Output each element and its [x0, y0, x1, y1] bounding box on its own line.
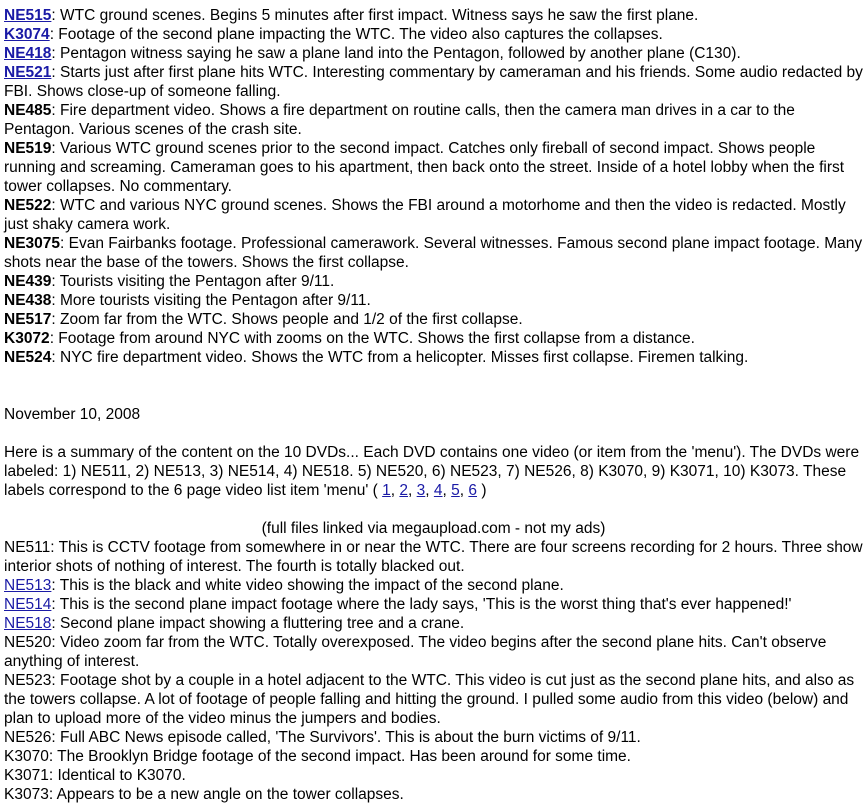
video-id: NE485: [4, 102, 52, 119]
page-link[interactable]: 5: [451, 482, 460, 499]
list-item: [4, 63, 863, 101]
spacer: [4, 367, 863, 405]
post-date: November 10, 2008: [4, 406, 141, 423]
video-description: : Footage shot by a couple in a hotel adjacent to the WTC. This video is cut just as the second plane hits, and also as the towers collapse. A lot of footage of people falling and hitting the ground. I pulled some audio from this video (below) and plan to upload more of the video minus the jumpers and bodies.: [4, 672, 855, 727]
list-item: [4, 234, 863, 272]
video-id: K3073: [4, 786, 49, 803]
video-description: : Full ABC News episode called, 'The Survivors'. This is about the burn victims of 9/11.: [51, 729, 641, 746]
summary-close: ): [481, 482, 487, 499]
video-link[interactable]: NE513: [4, 577, 52, 594]
list-item: [4, 728, 863, 747]
video-id: NE523: [4, 672, 52, 689]
video-id: NE3075: [4, 235, 61, 252]
video-id: NE520: [4, 634, 52, 651]
hosting-note: (full files linked via megaupload.com - not my ads): [261, 520, 606, 537]
list-item: [4, 671, 863, 728]
list-item: [4, 614, 863, 633]
video-description: : Various WTC ground scenes prior to the second impact. Catches only fireball of second impact. Shows people running and screaming. Cameraman goes to his apartment, then back onto the street. Inside of a hotel lobby when the first tower collapses. No commentary.: [4, 140, 845, 195]
page-link[interactable]: 4: [433, 482, 443, 499]
spacer: [4, 500, 863, 519]
list-item: [4, 196, 863, 234]
video-description: : NYC fire department video. Shows the WTC from a helicopter. Misses first collapse. Firemen talking.: [51, 349, 749, 366]
page-link[interactable]: 3: [416, 482, 426, 499]
summary-text: Here is a summary of the content on the 10 DVDs... Each DVD contains one video (or item from the 'menu'). The DVDs were labeled: 1) NE511, 2) NE513, 3) NE514, 4) NE518. 5) NE520, 6) NE523, 7) NE526, 8) K3070, 9) K3071, 10) K3073. These labels correspond to the 6 page video list item 'menu' (: [4, 444, 860, 499]
video-link[interactable]: NE514: [4, 596, 52, 613]
video-description: : Zoom far from the WTC. Shows people and 1/2 of the first collapse.: [51, 311, 523, 328]
video-description: : More tourists visiting the Pentagon after 9/11.: [51, 292, 371, 309]
video-list-primary: [4, 6, 863, 367]
video-link[interactable]: NE521: [4, 64, 52, 81]
video-description: : Second plane impact showing a fluttering tree and a crane.: [51, 615, 465, 632]
list-item: [4, 25, 863, 44]
list-item: [4, 310, 863, 329]
video-link[interactable]: NE418: [4, 45, 52, 62]
video-link[interactable]: K3074: [4, 26, 50, 43]
video-id: K3070: [4, 748, 49, 765]
video-id: NE511: [4, 539, 51, 556]
video-description: : Tourists visiting the Pentagon after 9/11.: [51, 273, 335, 290]
video-description: : Footage of the second plane impacting the WTC. The video also captures the collapses.: [49, 26, 663, 43]
list-item: [4, 44, 863, 63]
video-description: : This is CCTV footage from somewhere in or near the WTC. There are four screens recording for 2 hours. Three show interior shots of nothing of interest. The fourth is totally blacked out.: [4, 539, 863, 575]
video-description: : This is the second plane impact footage where the lady says, 'This is the worst thing that's ever happened!': [51, 596, 792, 613]
summary-paragraph: [4, 443, 863, 500]
list-item: [4, 633, 863, 671]
list-item: [4, 291, 863, 310]
list-item: [4, 766, 863, 785]
video-description: : WTC and various NYC ground scenes. Shows the FBI around a motorhome and then the video is redacted. Mostly just shaky camera work.: [4, 197, 846, 233]
list-item: [4, 101, 863, 139]
page-link[interactable]: 2: [399, 482, 409, 499]
video-id: NE517: [4, 311, 52, 328]
page-links: 1, 2, 3, 4, 5, 6: [382, 482, 478, 499]
page-link[interactable]: 1: [382, 482, 391, 499]
video-description: : Evan Fairbanks footage. Professional camerawork. Several witnesses. Famous second plane impact footage. Many shots near the base of the towers. Shows the first collapse.: [4, 235, 863, 271]
video-id: K3072: [4, 330, 50, 347]
video-description: : Identical to K3070.: [48, 767, 186, 784]
list-item: [4, 6, 863, 25]
video-description: : The Brooklyn Bridge footage of the second impact. Has been around for some time.: [48, 748, 631, 765]
list-item: [4, 747, 863, 766]
spacer: [4, 424, 863, 443]
video-list-dvd: [4, 538, 863, 804]
list-item: [4, 595, 863, 614]
list-item: [4, 538, 863, 576]
video-id: NE439: [4, 273, 52, 290]
list-item: [4, 329, 863, 348]
video-id: NE524: [4, 349, 52, 366]
video-description: : Starts just after first plane hits WTC. Interesting commentary by cameraman and his friends. Some audio redacted by FBI. Shows close-up of someone falling.: [4, 64, 863, 100]
video-description: : This is the black and white video showing the impact of the second plane.: [51, 577, 564, 594]
video-description: : Fire department video. Shows a fire department on routine calls, then the camera man drives in a car to the Pentagon. Various scenes of the crash site.: [4, 102, 795, 138]
video-id: NE526: [4, 729, 52, 746]
video-description: : Pentagon witness saying he saw a plane land into the Pentagon, followed by another plane (C130).: [51, 45, 741, 62]
list-item: [4, 139, 863, 196]
video-id: K3071: [4, 767, 49, 784]
video-id: NE438: [4, 292, 52, 309]
video-link[interactable]: NE518: [4, 615, 52, 632]
list-item: [4, 785, 863, 804]
video-description: : WTC ground scenes. Begins 5 minutes after first impact. Witness says he saw the first plane.: [51, 7, 699, 24]
video-description: : Video zoom far from the WTC. Totally overexposed. The video begins after the second plane hits. Can't observe anything of interest.: [4, 634, 827, 670]
video-description: : Appears to be a new angle on the tower collapses.: [48, 786, 404, 803]
list-item: [4, 576, 863, 595]
video-id: NE519: [4, 140, 52, 157]
page-link[interactable]: 6: [468, 482, 478, 499]
list-item: [4, 348, 863, 367]
video-link[interactable]: NE515: [4, 7, 52, 24]
video-id: NE522: [4, 197, 52, 214]
video-description: : Footage from around NYC with zooms on the WTC. Shows the first collapse from a distance.: [49, 330, 695, 347]
list-item: [4, 272, 863, 291]
